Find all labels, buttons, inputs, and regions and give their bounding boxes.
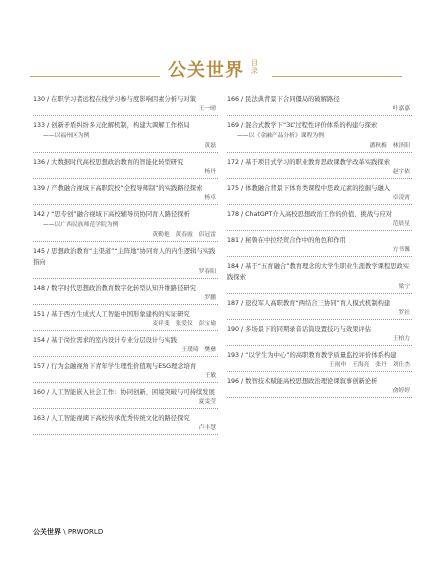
toc-entry[interactable]: 148 / 数字时代思想政治教育数字化转型认知升维路径研究 罗鹏 [33,283,218,305]
toc-article-title: “思专创”融合视域下高校辅导员协同育人路径探析 [51,211,190,218]
toc-author: 赵宇依 [392,169,410,175]
page-footer [33,527,103,537]
toc-entry[interactable]: 130 / 在职学习者远程在线学习参与度影响因素分析与对策 王一晴 [33,94,218,116]
toc-article-title: 退役军人高职教育“两结合三协同”育人模式机制构建 [245,300,391,307]
toc-divider [227,230,412,231]
toc-divider [227,256,412,257]
toc-header [0,56,427,86]
toc-divider [33,434,218,435]
toc-page-number: 190 [227,326,240,333]
toc-article-title: 民法典背景下合同僵局的破解路径 [245,96,340,103]
magazine-title: 公关世界 [168,60,244,81]
toc-page-number: 181 [227,237,240,244]
toc-entry[interactable]: 181 / 秘鲁在中拉经贸合作中的角色和作用 方书馨 [227,235,412,257]
toc-divider [33,408,218,409]
toc-entry[interactable]: 154 / 基于岗位需求的室内设计专业分层设计与实践 王璞琦 樊彝 [33,335,218,357]
toc-entry[interactable]: 145 / 思想政治教育“主渠道”“主阵地”协同育人的内生逻辑与实践指向 罗春阳 [33,246,218,279]
toc-article-title: 大数据时代高校思想政治教育的智能化转型研究 [51,159,184,166]
toc-divider [33,330,218,331]
toc-left-column [33,94,218,439]
toc-article-title: 秘鲁在中拉经贸合作中的角色和作用 [245,237,346,244]
toc-entry[interactable]: 178 / ChatGPT介入高校思想政治工作的价值、挑战与应对 范晨星 [227,209,412,231]
toc-divider [227,293,412,294]
header-rule-left [30,76,160,77]
toc-author: 王一晴 [198,106,216,112]
toc-author: 王璞琦 樊彝 [181,347,216,353]
toc-article-subtitle: ——以《金融产品分析》课程为例 [237,133,324,139]
toc-divider [227,115,412,116]
toc-page-number: 148 [33,285,46,292]
toc-divider [33,241,218,242]
toc-page-number: 184 [227,263,240,270]
toc-author: 卓凌霄 [392,195,410,201]
toc-page-number: 154 [33,337,46,344]
toc-page-number: 166 [227,96,240,103]
toc-article-title: 体教融合背景下体育类课程中思政元素的挖掘与融入 [245,185,390,192]
toc-entry[interactable]: 139 / 产教融合视域下高职院校“全程导师制”的实践路径探索 杨卓 [33,183,218,205]
footer-brand: 公关世界 [33,528,61,536]
toc-entry[interactable]: 193 / “以学生为中心”的高职教育教学质量监控评价体系构建 王雨申 王海亮 张丹 刘仕杰 [227,350,412,372]
toc-page-number: 196 [227,378,240,385]
toc-author: 黄磊 [204,143,216,149]
toc-page-number: 136 [33,159,46,166]
toc-article-title: 产教融合视域下高职院校“全程导师制”的实践路径探索 [51,185,203,192]
toc-divider [33,278,218,279]
toc-divider [227,371,412,372]
toc-page-number: 160 [33,389,46,396]
toc-divider [227,397,412,398]
toc-article-title: 数字时代思想政治教育数字化转型认知升维路径研究 [51,285,196,292]
toc-author: 王敏 [204,373,216,379]
toc-divider [33,115,218,116]
toc-article-title: 在职学习者远程在线学习参与度影响因素分析与对策 [51,96,196,103]
toc-article-subtitle: ——以福州区为例 [43,133,90,139]
toc-page-number: 133 [33,122,46,129]
toc-entry[interactable]: 142 / “思专创”融合视域下高校辅导员协同育人路径探析 ——以广西民族师范学院为例 黄勤艳 黄春霞 侣冠雷 [33,209,218,242]
toc-author: 王柏力 [392,336,410,342]
toc-divider [33,178,218,179]
toc-divider [227,152,412,153]
toc-article-title: 行为金融视角下青年学生理性价值观与ESG理念培育 [51,363,197,370]
toc-divider [33,204,218,205]
toc-entry[interactable]: 187 / 退役军人高职教育“两结合三协同”育人模式机制构建 罗社 [227,298,412,320]
toc-divider [33,382,218,383]
toc-page-number: 139 [33,185,46,192]
toc-article-title: 基于西方生成式人工智能中国形象建构的实证研究 [51,311,190,318]
toc-label: 目录 [251,59,258,75]
toc-entry[interactable]: 163 / 人工智能视阈下高校传承优秀传统文化的路径探究 卢丰慧 [33,413,218,435]
toc-page-number: 187 [227,300,240,307]
toc-author: 杨卓 [204,195,216,201]
footer-separator: \ [63,528,66,536]
toc-article-title: ChatGPT介入高校思想政治工作的价值、挑战与应对 [245,211,393,218]
toc-entry[interactable]: 133 / 创新矛盾纠纷多元化解机制，构建大调解工作格局 ——以福州区为例 黄磊 [33,120,218,153]
toc-entry[interactable]: 157 / 行为金融视角下青年学生理性价值观与ESG理念培育 王敏 [33,361,218,383]
toc-page-number: 130 [33,96,46,103]
toc-author: 夏雯莹 [198,399,216,405]
toc-author: 卢丰慧 [198,425,216,431]
toc-entry[interactable]: 151 / 基于西方生成式人工智能中国形象建构的实证研究 麦祥斐 张爱仪 彭宝瑜 [33,309,218,331]
toc-divider [33,304,218,305]
toc-author: 范晨星 [392,221,410,227]
toc-divider [227,204,412,205]
toc-entry[interactable]: 196 / 数智技术赋能高校思想政治理论课叙事创新论析 俞婷婷 [227,376,412,398]
toc-entry[interactable]: 136 / 大数据时代高校思想政治教育的智能化转型研究 杨丹 [33,157,218,179]
toc-page-number: 193 [227,352,240,359]
toc-article-title: 多场景下的同期录音话筒设置技巧与效果评估 [245,326,372,333]
toc-page-number: 163 [33,415,46,422]
toc-entry[interactable]: 160 / 人工智能嵌入社会工作：协同创新、困境突破与可持续发展 夏雯莹 [33,387,218,409]
toc-article-title: 基于项目式学习的职业教育思政课教学改革实践探索 [245,159,390,166]
toc-divider [227,178,412,179]
toc-author: 黄勤艳 黄春霞 侣冠雷 [152,232,216,238]
toc-page-number: 142 [33,211,46,218]
toc-page-number: 145 [33,248,46,255]
toc-page-number: 151 [33,311,46,318]
toc-author: 罗春阳 [198,269,216,275]
toc-article-title: 创新矛盾纠纷多元化解机制，构建大调解工作格局 [51,122,190,129]
toc-author: 杨丹 [204,169,216,175]
toc-author: 罗鹏 [204,295,216,301]
toc-entry[interactable]: 166 / 民法典背景下合同僵局的破解路径 叶嘉嘉 [227,94,412,116]
toc-article-title: 思想政治教育“主渠道”“主阵地”协同育人的内生逻辑与实践指向 [33,248,216,266]
toc-divider [33,152,218,153]
toc-entry[interactable]: 184 / 基于“五育融合”教育理念的大学生职业生涯教学课程思政实践探索 梁宁 [227,261,412,294]
toc-article-title: 数智技术赋能高校思想政治理论课叙事创新论析 [245,378,378,385]
toc-entry[interactable]: 169 / 混合式教学下“3L”过程性评价体系的构建与探索 ——以《金融产品分析》课程为例 潘秋梅 林泽阳 [227,120,412,153]
toc-page-number: 169 [227,122,240,129]
toc-author: 罗社 [398,310,410,316]
toc-author: 潘秋梅 林泽阳 [369,143,410,149]
toc-page-number: 157 [33,363,46,370]
toc-page-number: 172 [227,159,240,166]
toc-entry[interactable]: 172 / 基于项目式学习的职业教育思政课教学改革实践探索 赵宇依 [227,157,412,179]
footer-en: PRWORLD [67,528,104,536]
toc-page-number: 175 [227,185,240,192]
toc-article-title: 基于岗位需求的室内设计专业分层设计与实践 [51,337,178,344]
header-rule-right [272,76,402,77]
toc-article-title: 基于“五育融合”教育理念的大学生职业生涯教学课程思政实践探索 [227,263,410,281]
toc-right-column [227,94,412,402]
toc-author: 梁宁 [398,284,410,290]
toc-divider [33,356,218,357]
toc-article-title: 混合式教学下“3L”过程性评价体系的构建与探索 [245,122,378,129]
toc-author: 俞婷婷 [392,388,410,394]
toc-author: 麦祥斐 张爱仪 彭宝瑜 [152,321,216,327]
toc-divider [227,319,412,320]
toc-article-title: “以学生为中心”的高职教育教学质量监控评价体系构建 [245,352,397,359]
toc-article-title: 人工智能视阈下高校传承优秀传统文化的路径探究 [51,415,190,422]
toc-divider [227,345,412,346]
toc-page-number: 178 [227,211,240,218]
toc-author: 叶嘉嘉 [392,106,410,112]
toc-entry[interactable]: 175 / 体教融合背景下体育类课程中思政元素的挖掘与融入 卓凌霄 [227,183,412,205]
toc-author: 方书馨 [392,247,410,253]
toc-author: 王雨申 王海亮 张丹 刘仕杰 [328,362,410,368]
toc-article-title: 人工智能嵌入社会工作：协同创新、困境突破与可持续发展 [51,389,215,396]
toc-entry[interactable]: 190 / 多场景下的同期录音话筒设置技巧与效果评估 王柏力 [227,324,412,346]
toc-article-subtitle: ——以广西民族师范学院为例 [43,222,119,228]
